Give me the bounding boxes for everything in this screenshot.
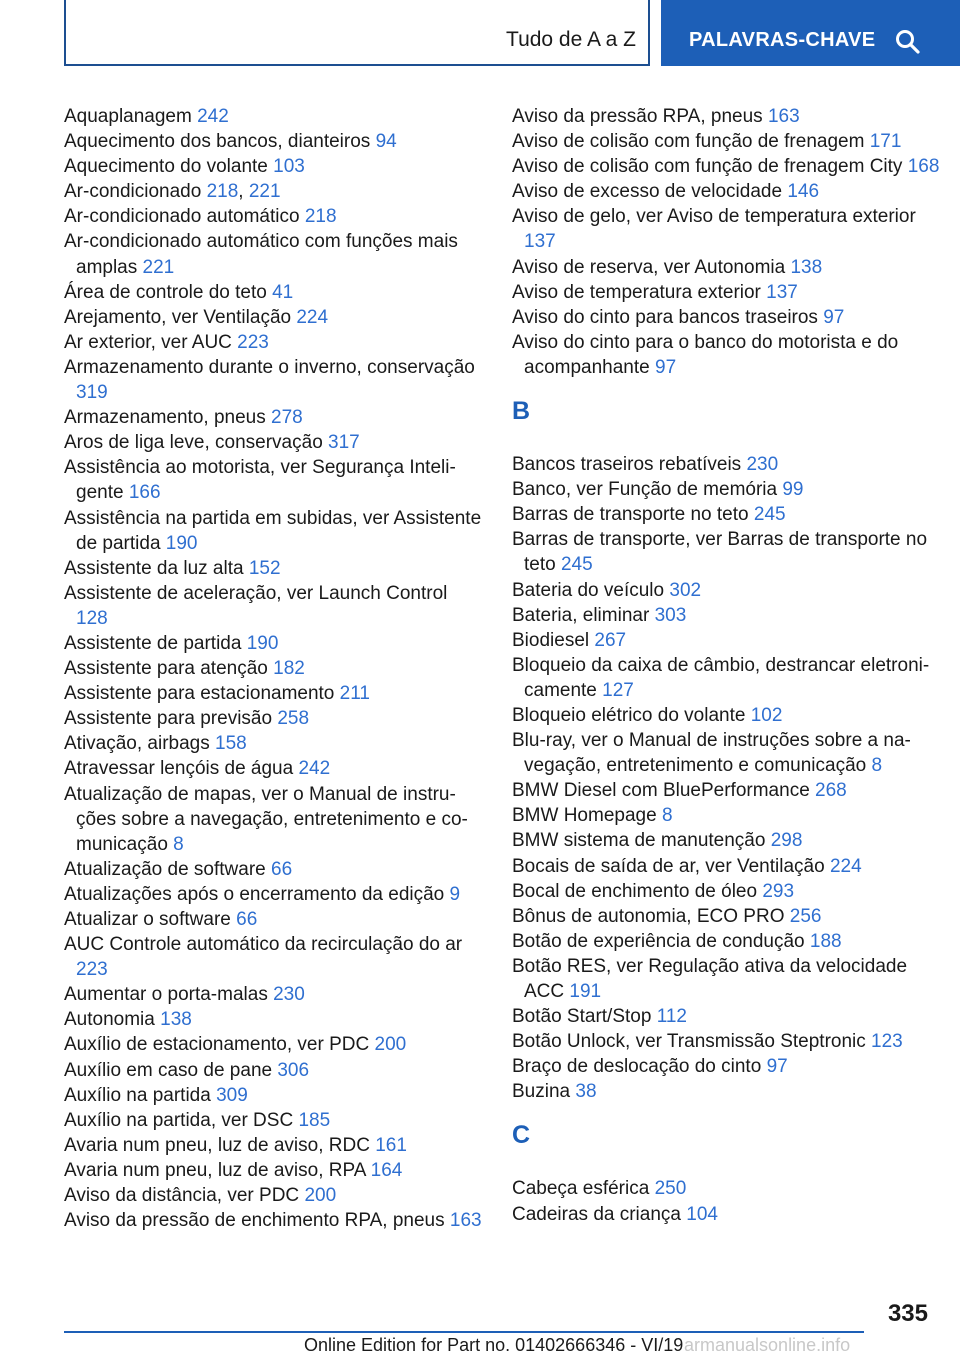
tab-a-to-z[interactable]: [64, 0, 650, 66]
watermark-brand: armanualsonline.info: [684, 1335, 851, 1355]
index-entry: [64, 581, 484, 631]
index-entry: [64, 1058, 484, 1083]
index-entry-term: Aquecimento do volante: [64, 156, 274, 178]
index-entry-term: Bloqueio elétrico do volante: [512, 704, 751, 726]
index-entry-term: Aquaplanagem: [64, 106, 198, 127]
page-reference-link[interactable]: 250: [654, 1178, 687, 1200]
section-letter-c: C: [512, 1121, 531, 1150]
index-entry-term: Aros de liga leve, conservação: [64, 432, 329, 454]
index-entry: [64, 907, 484, 932]
index-entry: [64, 932, 484, 982]
page-reference-link[interactable]: 146: [787, 181, 820, 203]
index-entry: [512, 653, 942, 703]
index-entry: [64, 455, 484, 505]
index-entry: [64, 129, 484, 154]
page-reference-link[interactable]: 97: [823, 306, 845, 328]
index-group-b: [512, 452, 942, 1104]
page-reference-link[interactable]: 306: [277, 1059, 310, 1081]
index-entry-term: Autonomia: [64, 1009, 161, 1031]
page-reference-link[interactable]: 128: [76, 607, 108, 629]
index-entry-term: Botão Start/Stop: [512, 1006, 657, 1028]
index-entry: [64, 506, 484, 556]
page-reference-link[interactable]: 163: [449, 1210, 482, 1232]
page-reference-link[interactable]: 268: [815, 780, 847, 802]
page-reference-link[interactable]: 102: [750, 704, 783, 726]
section-letter-b: B: [512, 397, 531, 426]
index-entry-term: Atualização de mapas, ver o Manual de instruções sobre a navegação, entretenimento e comunicação: [64, 783, 468, 855]
index-entry-term: Aviso da distância, ver PDC: [64, 1185, 305, 1207]
index-entry: [64, 756, 484, 781]
index-entry: [512, 502, 942, 527]
page-reference-link[interactable]: 97: [766, 1056, 788, 1078]
page-reference-link[interactable]: 112: [656, 1006, 687, 1028]
index-entry-term: Aviso do cinto para bancos traseiros: [512, 306, 824, 328]
tab-keywords-label: PALAVRAS-CHAVE: [689, 29, 876, 51]
page-reference-link[interactable]: 223: [237, 331, 269, 353]
index-entry-term: Área de controle do teto: [64, 281, 273, 303]
page-reference-link[interactable]: 223: [76, 959, 108, 981]
index-entry: [64, 104, 484, 129]
header-bar: [0, 0, 960, 66]
index-entry-term: Barras de transporte no teto: [512, 504, 754, 526]
index-entry: [64, 706, 484, 731]
index-entry: [512, 929, 942, 954]
page-reference-link[interactable]: 309: [216, 1084, 248, 1106]
page-reference-link[interactable]: 218: [206, 181, 239, 203]
page-reference-link[interactable]: 104: [686, 1203, 718, 1225]
page-reference-link[interactable]: 164: [370, 1159, 403, 1181]
index-entry: [64, 1158, 484, 1183]
page-reference-link[interactable]: 267: [594, 629, 627, 651]
index-entry: [64, 1007, 484, 1032]
index-entry: [512, 1054, 942, 1079]
page-reference-link[interactable]: 123: [871, 1031, 903, 1053]
page-reference-link[interactable]: 317: [328, 432, 360, 454]
index-entry: [512, 904, 942, 929]
page-reference-link[interactable]: 230: [746, 454, 779, 476]
index-entry-term: Avaria num pneu, luz de aviso, RDC: [64, 1134, 376, 1156]
index-entry-term: Botão de experiência de condução: [512, 930, 810, 952]
tab-a-to-z-label: Tudo de A a Z: [506, 28, 636, 51]
index-entry-term: Auxílio de estacionamento, ver PDC: [64, 1034, 375, 1056]
index-entry: Ar-condicionado 218, 221: [64, 181, 281, 203]
page-reference-link[interactable]: 97: [655, 356, 677, 378]
page-reference-link[interactable]: 8: [661, 805, 673, 827]
page-reference-link[interactable]: 224: [829, 855, 862, 877]
index-entry-term: Auxílio na partida: [64, 1084, 217, 1106]
page-reference-link[interactable]: 293: [762, 880, 795, 902]
page-reference-link[interactable]: 127: [602, 679, 634, 701]
index-entry: [512, 1004, 942, 1029]
page-reference-link[interactable]: 99: [782, 479, 804, 501]
index-entry-term: BMW Homepage: [512, 805, 662, 827]
index-entry: [512, 1079, 942, 1104]
index-entry: [64, 1108, 484, 1133]
index-entry: [512, 305, 942, 330]
index-entry-term: Assistente para estacionamento: [64, 683, 340, 705]
index-entry-term: Atualizações após o encerramento da edição: [64, 883, 450, 905]
index-entry: [64, 982, 484, 1007]
index-entry: [64, 731, 484, 756]
index-entry-term: BMW Diesel com BluePerformance: [512, 780, 816, 802]
index-entry: [64, 430, 484, 455]
page-reference-link[interactable]: 245: [560, 554, 593, 576]
index-entry: [512, 1029, 942, 1054]
search-icon: [895, 29, 921, 55]
edition-text: Online Edition for Part no. 01402666346 - VI/19: [304, 1335, 684, 1355]
index-entry-term: Assistente para atenção: [64, 658, 274, 680]
page-reference-link[interactable]: 200: [374, 1034, 407, 1056]
page-number: 335: [887, 1300, 928, 1327]
page-reference-link[interactable]: 191: [569, 981, 602, 1002]
index-entry-term: Bloqueio da caixa de câmbio, destrancar eletronicamente: [512, 654, 930, 701]
index-entry: [512, 330, 942, 380]
index-entry: [64, 1208, 484, 1233]
index-entry-term: Blu-ray, ver o Manual de instruções sobre a navegação, entretenimento e comunicação: [512, 730, 911, 777]
page-reference-link[interactable]: 303: [654, 604, 687, 626]
index-column-right: [512, 104, 942, 1227]
page-reference-link[interactable]: 38: [575, 1081, 597, 1103]
page-reference-link[interactable]: 218: [304, 206, 337, 228]
index-entry: [512, 179, 942, 204]
page-reference-link[interactable]: 41: [272, 281, 294, 303]
index-entry: [512, 204, 942, 254]
page-reference-link[interactable]: 137: [524, 231, 556, 253]
index-entry-term: Arejamento, ver Ventilação: [64, 306, 297, 328]
index-entry-term: Ar-condicionado automático com funções mais amplas: [64, 231, 458, 278]
index-entry: [64, 631, 484, 656]
page-reference-link[interactable]: 171: [869, 131, 902, 153]
page-reference-link[interactable]: 152: [248, 557, 281, 579]
index-entry-term: Ativação, airbags: [64, 733, 216, 755]
page-reference-link[interactable]: 66: [236, 909, 258, 930]
page-reference-link[interactable]: 190: [246, 632, 279, 654]
page-reference-link[interactable]: 138: [790, 256, 823, 278]
index-entry-term: Bateria do veículo: [512, 579, 670, 601]
page-reference-link[interactable]: 8: [871, 755, 883, 777]
index-entry-term: Aviso de colisão com função de frenagem: [512, 131, 870, 153]
index-entry-term: Botão RES, ver Regulação ativa da velocidade ACC: [512, 955, 908, 1002]
index-entry: [512, 104, 942, 129]
page-reference-link[interactable]: 182: [273, 658, 305, 680]
index-entry: [512, 129, 942, 154]
index-entry-term: Bocais de saída de ar, ver Ventilação: [512, 855, 830, 877]
index-entry: [64, 681, 484, 706]
index-entry-term: Biodiesel: [512, 629, 595, 651]
index-entry: [64, 405, 484, 430]
index-entry-term: Assistente de partida: [64, 632, 247, 654]
page-reference-link[interactable]: 221: [248, 181, 281, 203]
index-entry: [64, 355, 484, 405]
page-reference-link[interactable]: 230: [273, 984, 305, 1006]
index-entry: [512, 477, 942, 502]
page-reference-link[interactable]: 137: [766, 281, 798, 303]
index-entry: [64, 154, 484, 179]
page-reference-link[interactable]: 188: [809, 930, 842, 952]
index-entry-term: Auxílio na partida, ver DSC: [64, 1109, 299, 1131]
index-entry-term: Botão Unlock, ver Transmissão Steptronic: [512, 1031, 872, 1053]
index-entry: [512, 452, 942, 477]
index-entry-term: Armazenamento durante o inverno, conservação: [64, 356, 475, 378]
index-entry-term: AUC Controle automático da recirculação do ar: [64, 934, 463, 956]
page-reference-link[interactable]: 278: [271, 407, 303, 429]
page-reference-link[interactable]: 158: [215, 733, 247, 755]
index-entry: [64, 857, 484, 882]
index-entry: [64, 1083, 484, 1108]
index-entry: [64, 330, 484, 355]
index-entry: [512, 628, 942, 653]
page-reference-link[interactable]: 138: [160, 1009, 192, 1031]
page-reference-link[interactable]: 258: [277, 708, 310, 730]
index-entry-term: Aviso da pressão de enchimento RPA, pneus: [64, 1210, 450, 1232]
index-entry-term: Barras de transporte, ver Barras de transporte no teto: [512, 529, 928, 576]
index-entry: [512, 879, 942, 904]
index-entry-term: Avaria num pneu, luz de aviso, RPA: [64, 1159, 371, 1181]
index-entry-term: Aviso de gelo, ver Aviso de temperatura exterior: [512, 206, 916, 228]
index-entry: [64, 656, 484, 681]
index-entry: [512, 778, 942, 803]
page-reference-link[interactable]: 8: [173, 833, 184, 855]
index-entry: [64, 882, 484, 907]
index-entry-term: Assistente da luz alta: [64, 557, 249, 579]
page-reference-link[interactable]: 9: [449, 883, 461, 905]
page-reference-link[interactable]: 245: [753, 504, 786, 526]
index-entry: [512, 280, 942, 305]
index-entry: [512, 803, 942, 828]
index-entry: [512, 255, 942, 280]
page-reference-link[interactable]: 161: [375, 1134, 407, 1156]
page-reference-link[interactable]: 163: [767, 106, 800, 127]
index-entry-term: Aquecimento dos bancos, dianteiros: [64, 131, 376, 153]
index-entry-term: Bateria, eliminar: [512, 604, 655, 626]
index-entry: [64, 1133, 484, 1158]
index-entry-term: Bocal de enchimento de óleo: [512, 880, 763, 902]
index-entry-term: Aviso de excesso de velocidade: [512, 181, 788, 203]
page-reference-link[interactable]: 190: [165, 532, 198, 554]
index-entry: [64, 1032, 484, 1057]
index-entry: [512, 578, 942, 603]
index-entry-term: Ar-condicionado: [64, 181, 207, 203]
index-entry: [512, 154, 942, 179]
page-reference-link[interactable]: 224: [296, 306, 329, 328]
index-entry: [64, 782, 484, 857]
page-reference-link[interactable]: 242: [298, 758, 331, 780]
tab-keywords[interactable]: [661, 0, 960, 66]
index-entry: [512, 828, 942, 853]
page-reference-link[interactable]: 221: [142, 256, 175, 278]
index-entry-term: Banco, ver Função de memória: [512, 479, 783, 501]
index-entry-term: Buzina: [512, 1081, 576, 1103]
page-reference-link[interactable]: 103: [273, 156, 305, 178]
index-entry: [512, 954, 942, 1004]
index-entry-term: Ar exterior, ver AUC: [64, 331, 238, 353]
page-reference-link[interactable]: 302: [669, 579, 702, 601]
index-entry-term: Assistente de aceleração, ver Launch Control: [64, 582, 448, 604]
index-entry-term: Assistência ao motorista, ver Segurança Inteligente: [64, 457, 456, 504]
index-entry: [64, 229, 484, 279]
page-reference-link[interactable]: 166: [128, 482, 161, 504]
index-entry-term: Bancos traseiros rebatíveis: [512, 454, 747, 476]
index-entry: [512, 1176, 942, 1201]
index-entry: [512, 854, 942, 879]
index-entry: [512, 603, 942, 628]
index-entry: [512, 728, 942, 778]
index-entry-term: Atualizar o software: [64, 909, 237, 930]
index-entry-term: Cabeça esférica: [512, 1178, 655, 1200]
index-entry-term: Ar-condicionado automático: [64, 206, 305, 228]
index-entry-term: Aviso de temperatura exterior: [512, 281, 767, 303]
page-reference-link[interactable]: 200: [304, 1185, 337, 1207]
page-reference-link[interactable]: 256: [789, 905, 822, 927]
index-entry-term: BMW sistema de manutenção: [512, 830, 771, 852]
index-entry-term: Bônus de autonomia, ECO PRO: [512, 905, 790, 927]
index-entry: [64, 556, 484, 581]
index-entry-term: Braço de deslocação do cinto: [512, 1056, 767, 1078]
index-entry: [512, 1202, 942, 1227]
index-group-a-continued: [512, 104, 942, 380]
index-entry: [64, 1183, 484, 1208]
page-reference-link[interactable]: 168: [907, 156, 940, 178]
index-entry-term: Armazenamento, pneus: [64, 407, 272, 429]
index-entry-term: Assistência na partida em subidas, ver Assistente de partida: [64, 507, 482, 554]
index-entry-term: Cadeiras da criança: [512, 1203, 687, 1225]
page-reference-link[interactable]: 185: [298, 1109, 331, 1131]
index-entry-term: Assistente para previsão: [64, 708, 278, 730]
page-reference-link[interactable]: 319: [76, 382, 108, 404]
index-entry-term: Atualização de software: [64, 858, 272, 880]
index-group-c: [512, 1176, 942, 1226]
footer-divider: [64, 1331, 864, 1333]
index-entry-term: Aumentar o porta-malas: [64, 984, 274, 1006]
index-entry-term: Auxílio em caso de pane: [64, 1059, 278, 1081]
index-entry-term: Aviso do cinto para o banco do motorista e do acompanhante: [512, 331, 899, 378]
index-entry-term: Atravessar lençóis de água: [64, 758, 299, 780]
page-reference-link[interactable]: 298: [770, 830, 803, 852]
page-reference-link[interactable]: 211: [339, 683, 370, 705]
index-entry: [512, 527, 942, 577]
index-entry: [64, 305, 484, 330]
index-entry: [64, 280, 484, 305]
page-reference-link[interactable]: 94: [375, 131, 397, 153]
index-entry: [512, 703, 942, 728]
index-entry: [64, 204, 484, 229]
index-entry-term: Aviso de colisão com função de frenagem City: [512, 156, 908, 178]
page-reference-link[interactable]: 242: [197, 106, 229, 127]
index-entry-term: Aviso da pressão RPA, pneus: [512, 106, 768, 127]
index-column-left: [64, 104, 484, 1233]
page-reference-link[interactable]: 66: [271, 858, 293, 880]
index-entry-term: Aviso de reserva, ver Autonomia: [512, 256, 791, 278]
